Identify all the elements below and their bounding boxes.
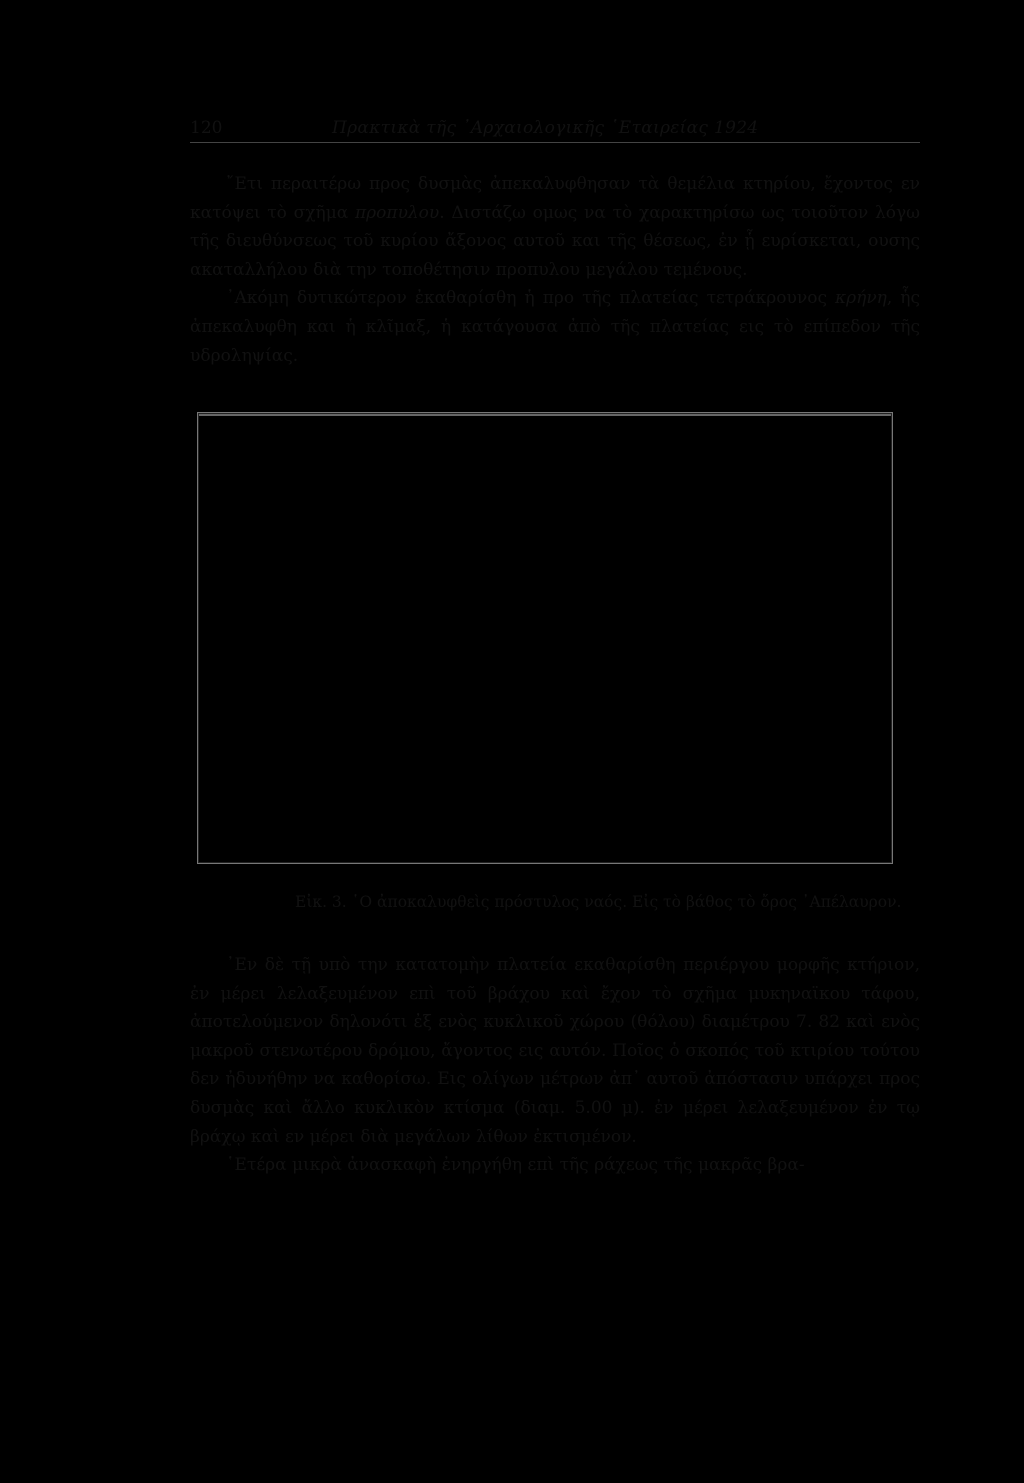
paragraph-1-part-1 (190, 170, 920, 284)
figure-top-edge (199, 414, 891, 416)
paragraph-2 (190, 951, 920, 1180)
paragraph-1 (190, 170, 920, 370)
header-rule (190, 142, 920, 143)
paragraph-1-part-2 (190, 284, 920, 370)
figure-caption: Εἰκ. 3. ῾Ο ἀποκαλυφθεὶς πρόστυλος ναός. Εἰς τὸ βάθος τὸ ὄρος ᾿Απέλαυρον. (295, 893, 902, 911)
print-mark (867, 932, 873, 941)
page-header (190, 118, 920, 148)
paragraph-2-body: ᾿Εν δὲ τῇ υπὸ την κατατομὴν πλατεία εκαθαρίσθη περιέργου μορφῆς κτήριον, ἐν μέρει λελαξευμένον επὶ τοῦ βράχου καὶ ἔχον τὸ σχῆμα μυκηναϊκου τάφου, ἀποτελούμενον δηλονότι ἐξ ενὸς κυκλικοῦ χώρου (θόλου) διαμέτρου 7. 82 καὶ ενὸς μακροῦ στενωτέρου δρόμου, ἄγοντος εις αυτόν. Ποῖος ὁ σκοπός τοῦ κτιρίου τούτου δεν ἠδυνήθην να καθορίσω. Εις ολίγων μέτρων ἀπ᾿ αυτοῦ ἀπόστασιν υπάρχει προς δυσμὰς καὶ ἄλλο κυκλικὸν κτίσμα (διαμ. 5.00 μ). ἐν μέρει λελαξευμένον ἐν τῳ βράχῳ καὶ εν μέρει διὰ μεγάλων λίθων ἐκτισμένον. (190, 955, 920, 1147)
running-title: Πρακτικὰ τῆς ᾿Αρχαιολογικῆς ῾Εταιρείας 1924 (332, 118, 759, 138)
page-number: 120 (190, 118, 223, 138)
text-run: , ἧς ἀπεκαλυφθη και ἡ κλῖμαξ, ἡ κατάγουσα ἀπὸ τῆς πλατείας εις τὸ επίπεδον τῆς υδροληψίας. (190, 288, 920, 366)
text-run: ῎Ετι περαιτέρω προς δυσμὰς ἀπεκαλυφθησαν τὰ θεμέλια κτηρίου, ἔχοντος εν κατόψει τὸ σχῆμα (190, 174, 920, 223)
italic-term-propylon: προπυλου (355, 202, 440, 223)
text-run: . Διστάζω ομως να τὸ χαρακτηρίσω ως τοιοῦτον λόγω τῆς διευθύνσεως τοῦ κυρίου ἄξονος αυτοῦ και τῆς θέσεως, ἐν ᾗ ευρίσκεται, ουσης ακαταλλήλου διὰ την τοποθέτησιν προπυλου μεγάλου τεμένους. (190, 202, 920, 280)
text-run: ᾿Ακόμη δυτικώτερον ἐκαθαρίσθη ἡ προ τῆς πλατείας τετράκρουνος (226, 288, 835, 309)
figure-photograph (198, 413, 892, 863)
paragraph-3-start: ῾Ετέρα μικρὰ ἀνασκαφὴ ἐνηργήθη επὶ τῆς ράχεως τῆς μακρᾶς βρα- (226, 1155, 805, 1176)
italic-term-krene: κρήνη (835, 288, 887, 309)
